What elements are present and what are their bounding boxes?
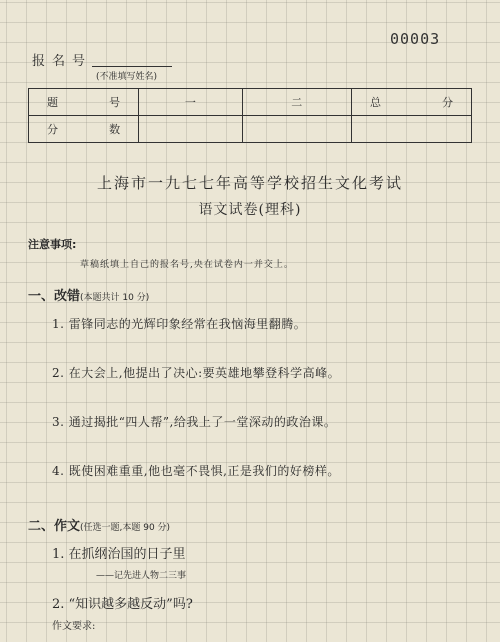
section-1-note: (本题共计 10 分) <box>80 293 150 303</box>
notice-text: 草稿纸填上自己的报名号,央在试卷内一并交上。 <box>80 260 294 270</box>
section-2-note: (任选一题,本题 90 分) <box>80 523 171 533</box>
serial-number: 00003 <box>390 30 441 48</box>
registration-note: (不准填写姓名) <box>96 72 158 82</box>
essay-topic-1-sub: ——记先进人物二三事 <box>96 571 187 581</box>
question-number-text <box>29 94 138 110</box>
score-text <box>29 121 138 137</box>
score-label <box>29 116 139 143</box>
score-cell-2 <box>242 116 351 143</box>
label-char: 分 <box>442 96 453 109</box>
total-score-text <box>352 94 471 110</box>
label-char: 数 <box>109 123 121 136</box>
exam-title: 上海市一九七七年高等学校招生文化考试 <box>96 174 403 192</box>
registration-label: 报名号 <box>32 54 93 69</box>
score-cell-total <box>351 116 471 143</box>
section-1-heading <box>28 285 149 304</box>
score-value-row <box>29 116 472 143</box>
label-char: 号 <box>109 96 121 109</box>
essay-requirements: 作文要求: <box>52 621 96 632</box>
correction-item-1: 1. 雷锋同志的光辉印象经常在我恼海里翻腾。 <box>52 317 307 331</box>
notice-heading: 注意事项: <box>28 238 77 251</box>
score-header-row <box>29 89 472 116</box>
correction-item-3: 3. 通过揭批“四人帮”,给我上了一堂深动的政治课。 <box>52 415 337 429</box>
correction-item-2: 2. 在大会上,他提出了决心:要英雄地攀登科学高峰。 <box>52 366 341 380</box>
question-1-header: 一 <box>139 89 242 116</box>
section-2-heading <box>28 515 170 534</box>
essay-topic-1: 1. 在抓纲治国的日子里 <box>52 547 186 562</box>
label-char: 题 <box>47 96 58 109</box>
section-2-title: 二、作文 <box>28 519 81 534</box>
section-1-title: 一、改错 <box>28 289 81 304</box>
essay-topic-2: 2. “知识越多越反动”吗? <box>52 597 193 612</box>
correction-item-4: 4. 既使困难重重,他也毫不畏惧,正是我们的好榜样。 <box>52 464 340 478</box>
total-score-header <box>351 89 471 116</box>
question-number-label <box>29 89 139 116</box>
score-cell-1 <box>139 116 242 143</box>
registration-line <box>92 66 172 67</box>
question-2-header: 二 <box>242 89 351 116</box>
label-char: 总 <box>369 96 381 109</box>
score-table <box>28 88 472 143</box>
exam-subtitle: 语文试卷(理科) <box>198 202 302 218</box>
label-char: 分 <box>47 123 58 136</box>
